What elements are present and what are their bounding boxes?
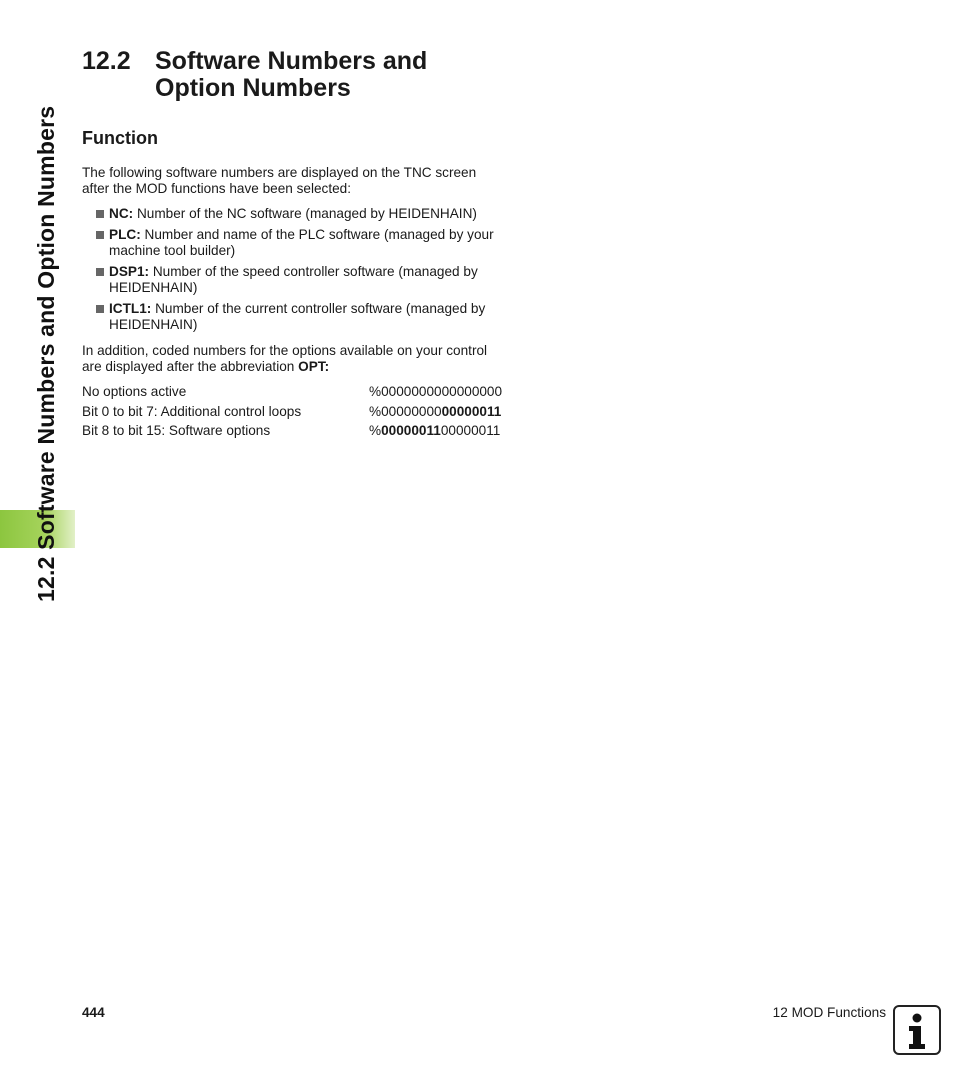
bullet-term: PLC: <box>109 227 141 242</box>
option-prefix: % <box>369 404 382 419</box>
intro-paragraph <box>82 165 522 197</box>
intro-line1: The following software numbers are displayed on the TNC screen <box>82 165 477 180</box>
bullet-term: ICTL1: <box>109 301 152 316</box>
option-value <box>369 423 500 439</box>
option-bits-bold: 00000011 <box>441 404 502 419</box>
bullet-term: DSP1: <box>109 264 150 279</box>
bullet-text-line2: HEIDENHAIN) <box>109 317 198 332</box>
subheading: Function <box>82 128 158 148</box>
option-bits: 0000000000000000 <box>381 384 503 399</box>
section-number: 12.2 <box>82 47 131 75</box>
section-title-line1: Software Numbers and <box>155 47 428 75</box>
option-value <box>369 404 501 420</box>
info-icon <box>893 1005 941 1055</box>
option-label: Bit 0 to bit 7: Additional control loops <box>82 404 302 419</box>
bullet-text: Number of the speed controller software (managed by <box>152 264 478 279</box>
option-label: No options active <box>82 384 187 399</box>
bullet-text: Number of the NC software (managed by HEIDENHAIN) <box>136 206 477 221</box>
footer-chapter: 12 MOD Functions <box>772 1005 886 1020</box>
option-prefix: % <box>369 384 382 399</box>
bullet-square-icon <box>96 305 104 313</box>
bullet-square-icon <box>96 268 104 276</box>
option-bits: 00000000 <box>381 404 442 419</box>
page-number: 444 <box>82 1005 105 1020</box>
option-prefix: % <box>369 423 382 438</box>
side-chapter-title: 12.2 Software Numbers and Option Numbers <box>33 105 59 602</box>
bullet-square-icon <box>96 210 104 218</box>
bullet-square-icon <box>96 231 104 239</box>
options-line1: In addition, coded numbers for the options available on your control <box>82 343 488 358</box>
bullet-text-line2: HEIDENHAIN) <box>109 280 198 295</box>
section-title-line2: Option Numbers <box>155 74 351 102</box>
bullet-text-line2: machine tool builder) <box>109 243 236 258</box>
bullet-text: Number and name of the PLC software (managed by your <box>144 227 494 242</box>
bullet-text: Number of the current controller software (managed by <box>155 301 486 316</box>
options-line2: are displayed after the abbreviation <box>82 359 295 374</box>
option-value <box>369 384 502 400</box>
option-label: Bit 8 to bit 15: Software options <box>82 423 271 438</box>
bullet-term: NC: <box>109 206 134 221</box>
intro-line2: after the MOD functions have been selected: <box>82 181 352 196</box>
option-bits: 00000011 <box>440 423 501 438</box>
option-bits-bold: 00000011 <box>381 423 441 438</box>
options-paragraph <box>82 343 522 375</box>
section-title <box>155 48 515 102</box>
options-abbr: OPT: <box>298 359 330 374</box>
